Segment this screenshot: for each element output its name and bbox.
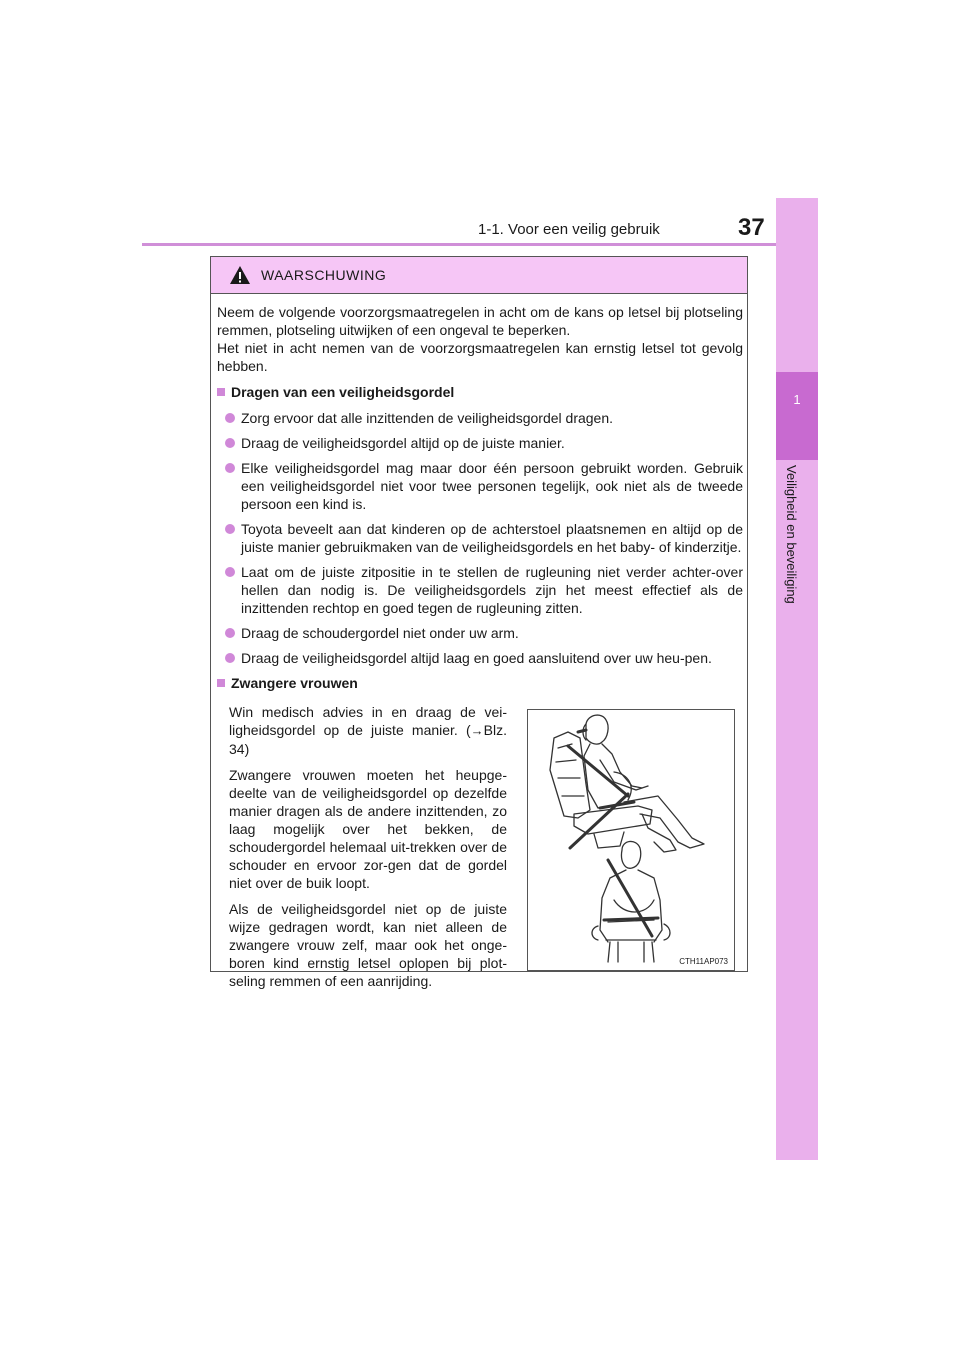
- section-title: 1-1. Voor een veilig gebruik: [478, 221, 660, 238]
- intro-paragraph: Neem de volgende voorzorgsmaatregelen in acht om de kans op letsel bij plotseling remmen, plotseling uitwijken of een ongeval te beperken.: [217, 304, 743, 338]
- square-bullet-icon: [217, 679, 225, 687]
- illustration-code: CTH11AP073: [679, 957, 728, 966]
- chapter-tab-marker: [776, 372, 818, 460]
- list-item: [217, 459, 743, 513]
- list-item-text: Toyota beveelt aan dat kinderen op de achterstoel plaatsnemen en altijd op de juiste manier gebruikmaken van de veiligheidsgordels en het baby- of kinderzitje.: [241, 521, 743, 555]
- list-item: [217, 520, 743, 556]
- warning-intro: [217, 303, 743, 375]
- subheading-text: Dragen van een veiligheidsgordel: [231, 384, 455, 400]
- list-item-text: Draag de veiligheidsgordel altijd laag en goed aansluitend over uw heu-pen.: [241, 650, 712, 666]
- list-item: [217, 563, 743, 617]
- circle-bullet-icon: [225, 524, 235, 534]
- page-number: 37: [738, 214, 765, 241]
- list-item-text: Laat om de juiste zitpositie in te stellen de rugleuning niet verder achter-over hellen dan nodig is. De veiligheidsgordels zijn het meest effectief als de inzittenden rechtop en goed tegen de rugleuning zitten.: [241, 564, 743, 616]
- pregnant-paragraph: Als de veiligheidsgordel niet op de juiste wijze gedragen wordt, kan niet alleen de zwangere vrouw zelf, maar ook het onge-boren kind ernstig letsel oplopen bij plot-seling remmen of een aanrijding.: [229, 901, 507, 989]
- square-bullet-icon: [217, 388, 225, 396]
- intro-paragraph: Het niet in acht nemen van de voorzorgsmaatregelen kan ernstig letsel tot gevolg hebben.: [217, 340, 743, 374]
- chapter-title: Veiligheid en beveiliging: [784, 465, 799, 604]
- list-item: [217, 434, 743, 452]
- subheading-pregnant: [217, 674, 743, 692]
- pregnant-seatbelt-illustration: [527, 709, 735, 971]
- arrow-right-icon: →: [470, 723, 484, 738]
- pregnant-text: [229, 703, 507, 998]
- list-item: [217, 624, 743, 642]
- warning-header: [211, 257, 747, 294]
- list-item: [217, 409, 743, 427]
- circle-bullet-icon: [225, 567, 235, 577]
- warning-body: [217, 303, 743, 700]
- warning-triangle-icon: [229, 265, 251, 285]
- circle-bullet-icon: [225, 653, 235, 663]
- warning-box: [210, 256, 748, 989]
- header-rule: [142, 243, 818, 246]
- pregnant-p1-text: Win medisch advies in en draag de vei-ligheidsgordel op de juiste manier. (: [229, 704, 507, 738]
- list-item-text: Draag de veiligheidsgordel altijd op de juiste manier.: [241, 435, 565, 451]
- subheading-text: Zwangere vrouwen: [231, 675, 358, 691]
- list-item: [217, 649, 743, 667]
- list-item-text: Zorg ervoor dat alle inzittenden de veiligheidsgordel dragen.: [241, 410, 614, 426]
- subheading-seatbelt: [217, 383, 743, 401]
- pregnant-woman-seated-icon: [528, 710, 734, 970]
- list-item-text: Elke veiligheidsgordel mag maar door één persoon gebruikt worden. Gebruik een veiligheidsgordel niet voor twee personen tegelijk, ook niet als de tweede persoon een kind is.: [241, 460, 743, 512]
- chapter-number: 1: [793, 392, 801, 407]
- circle-bullet-icon: [225, 413, 235, 423]
- warning-title: WAARSCHUWING: [261, 267, 387, 283]
- circle-bullet-icon: [225, 463, 235, 473]
- circle-bullet-icon: [225, 438, 235, 448]
- list-item-text: Draag de schoudergordel niet onder uw arm.: [241, 625, 519, 641]
- pregnant-paragraph: [229, 703, 507, 758]
- circle-bullet-icon: [225, 628, 235, 638]
- page-reference-link[interactable]: Blz. 34): [229, 722, 507, 757]
- pregnant-paragraph: Zwangere vrouwen moeten het heupge-deelte van de veiligheidsgordel op dezelfde manier dragen als de andere inzittenden, zo laag mogelijk over het bekken, de schoudergordel helemaal uit-trekken over de schouder en ervoor zor-gen dat de gordel niet over de buik loopt.: [229, 767, 507, 891]
- chapter-side-tab: [776, 198, 818, 1160]
